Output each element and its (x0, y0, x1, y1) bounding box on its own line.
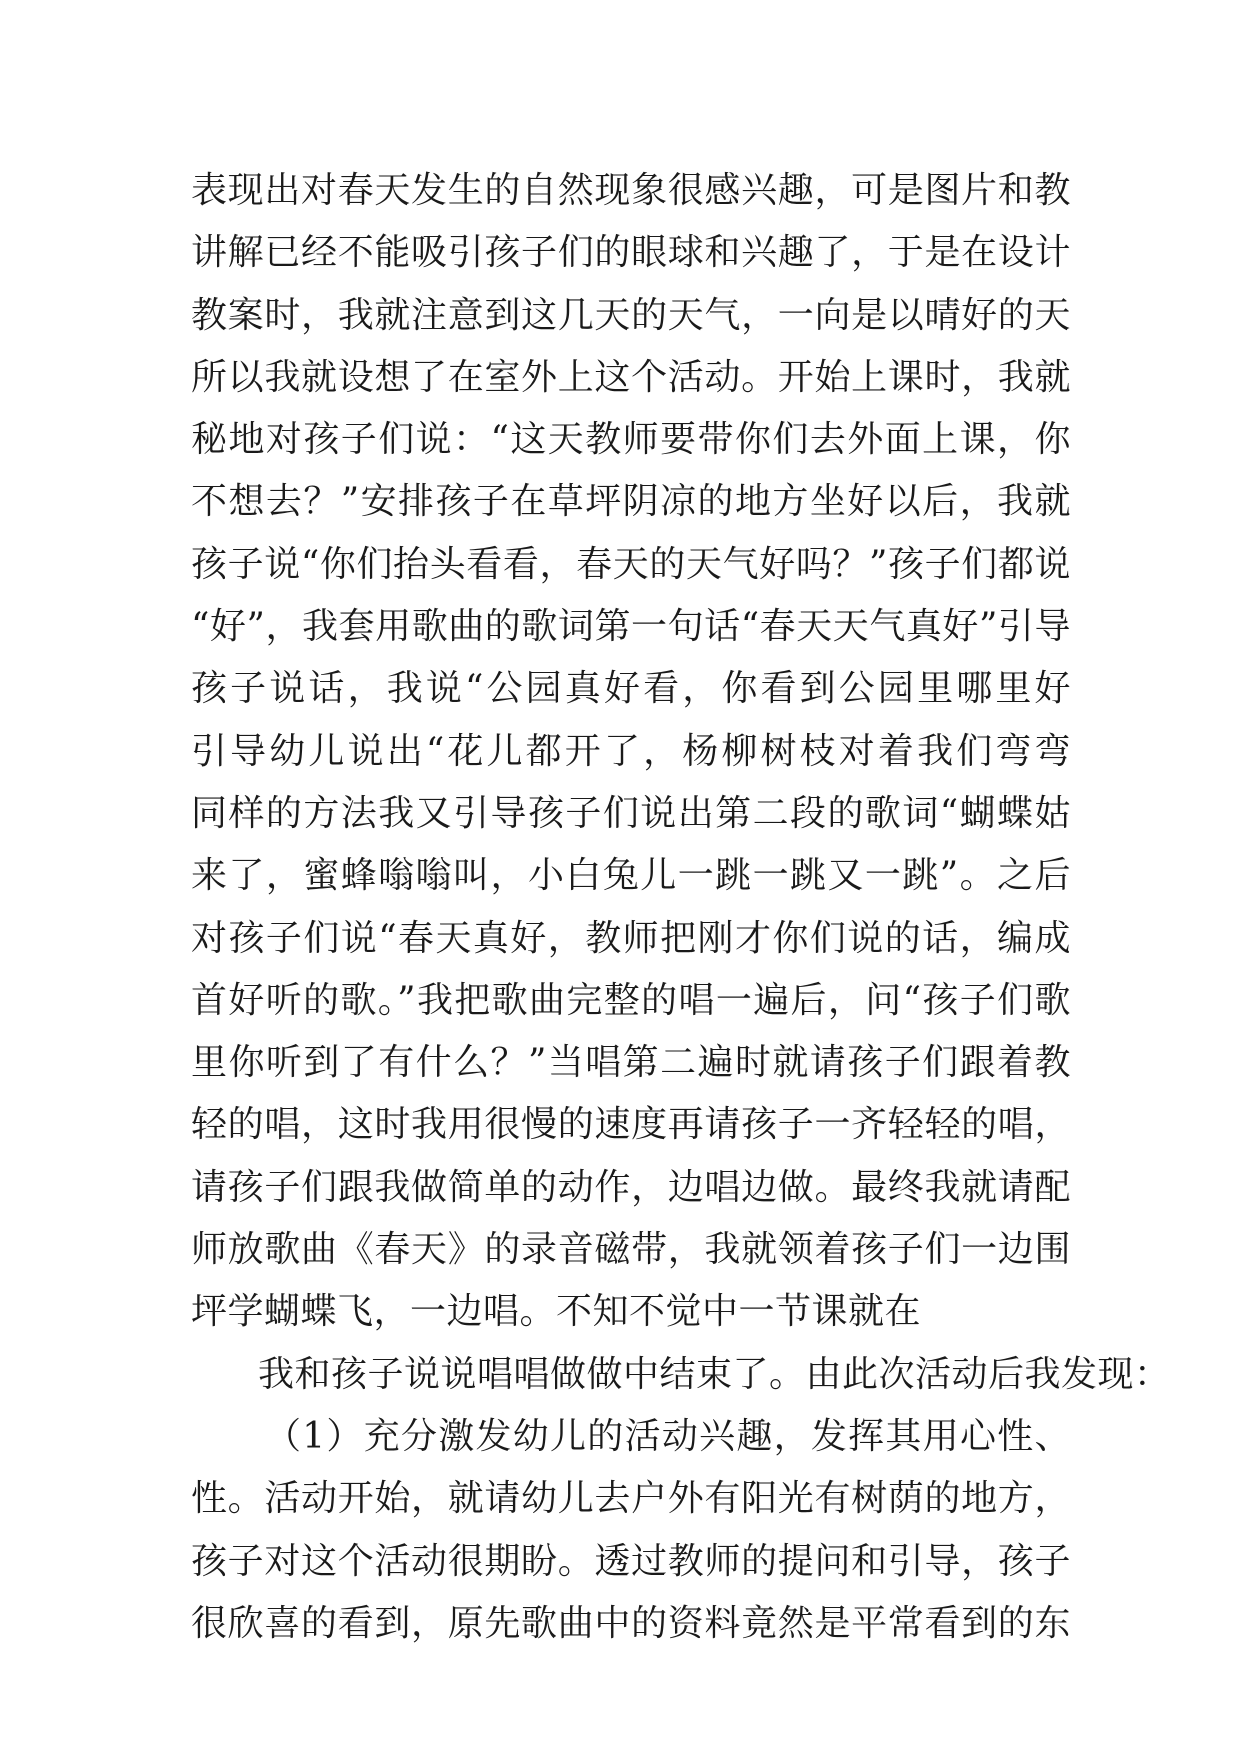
text-line: 里你听到了有什么？”当唱第二遍时就请孩子们跟着教 (191, 1042, 1071, 1084)
paragraph-first-line: 我和孩子说说唱唱做做中结束了。由此次活动后我发现： (258, 1353, 1171, 1395)
body-text (191, 160, 1171, 1655)
text-line: 不想去？”安排孩子在草坪阴凉的地方坐好以后，我就 (191, 481, 1071, 523)
text-line: “好”，我套用歌曲的歌词第一句话“春天天气真好”引导 (191, 606, 1071, 648)
list-item-first-line: （1）充分激发幼儿的活动兴趣，发挥其用心性、 (265, 1415, 1071, 1457)
text-line: 引导幼儿说出“花儿都开了，杨柳树枝对着我们弯弯 (191, 730, 1071, 772)
text-line: 坪学蝴蝶飞，一边唱。不知不觉中一节课就在 (191, 1291, 922, 1333)
text-line: 表现出对春天发生的自然现象很感兴趣，可是图片和教 (191, 170, 1071, 211)
text-line: 同样的方法我又引导孩子们说出第二段的歌词“蝴蝶姑 (191, 792, 1071, 834)
text-line: 请孩子们跟我做简单的动作，边唱边做。最终我就请配 (191, 1166, 1071, 1208)
text-line: 对孩子们说“春天真好，教师把刚才你们说的话，编成 (191, 917, 1071, 959)
text-line: 教案时，我就注意到这几天的天气，一向是以晴好的天 (191, 294, 1071, 336)
text-line: 孩子说“你们抬头看看，春天的天气好吗？”孩子们都说 (191, 543, 1071, 585)
text-line: 轻的唱，这时我用很慢的速度再请孩子一齐轻轻的唱， (191, 1104, 1071, 1146)
text-line: 讲解已经不能吸引孩子们的眼球和兴趣了，于是在设计 (191, 232, 1071, 274)
text-line: 性。活动开始，就请幼儿去户外有阳光有树荫的地方， (191, 1478, 1071, 1520)
text-line: 所以我就设想了在室外上这个活动。开始上课时，我就 (191, 356, 1071, 398)
text-line: 孩子说话，我说“公园真好看，你看到公园里哪里好 (191, 668, 1071, 710)
text-line: 孩子对这个活动很期盼。透过教师的提问和引导，孩子 (191, 1540, 1071, 1582)
text-line: 很欣喜的看到，原先歌曲中的资料竟然是平常看到的东 (191, 1602, 1071, 1644)
text-line: 来了，蜜蜂嗡嗡叫，小白兔儿一跳一跳又一跳”。之后 (191, 855, 1071, 897)
text-line: 师放歌曲《春天》的录音磁带，我就领着孩子们一边围 (191, 1229, 1071, 1271)
text-line: 秘地对孩子们说：“这天教师要带你们去外面上课，你 (191, 419, 1071, 461)
text-line: 首好听的歌。”我把歌曲完整的唱一遍后，问“孩子们歌 (191, 979, 1071, 1021)
